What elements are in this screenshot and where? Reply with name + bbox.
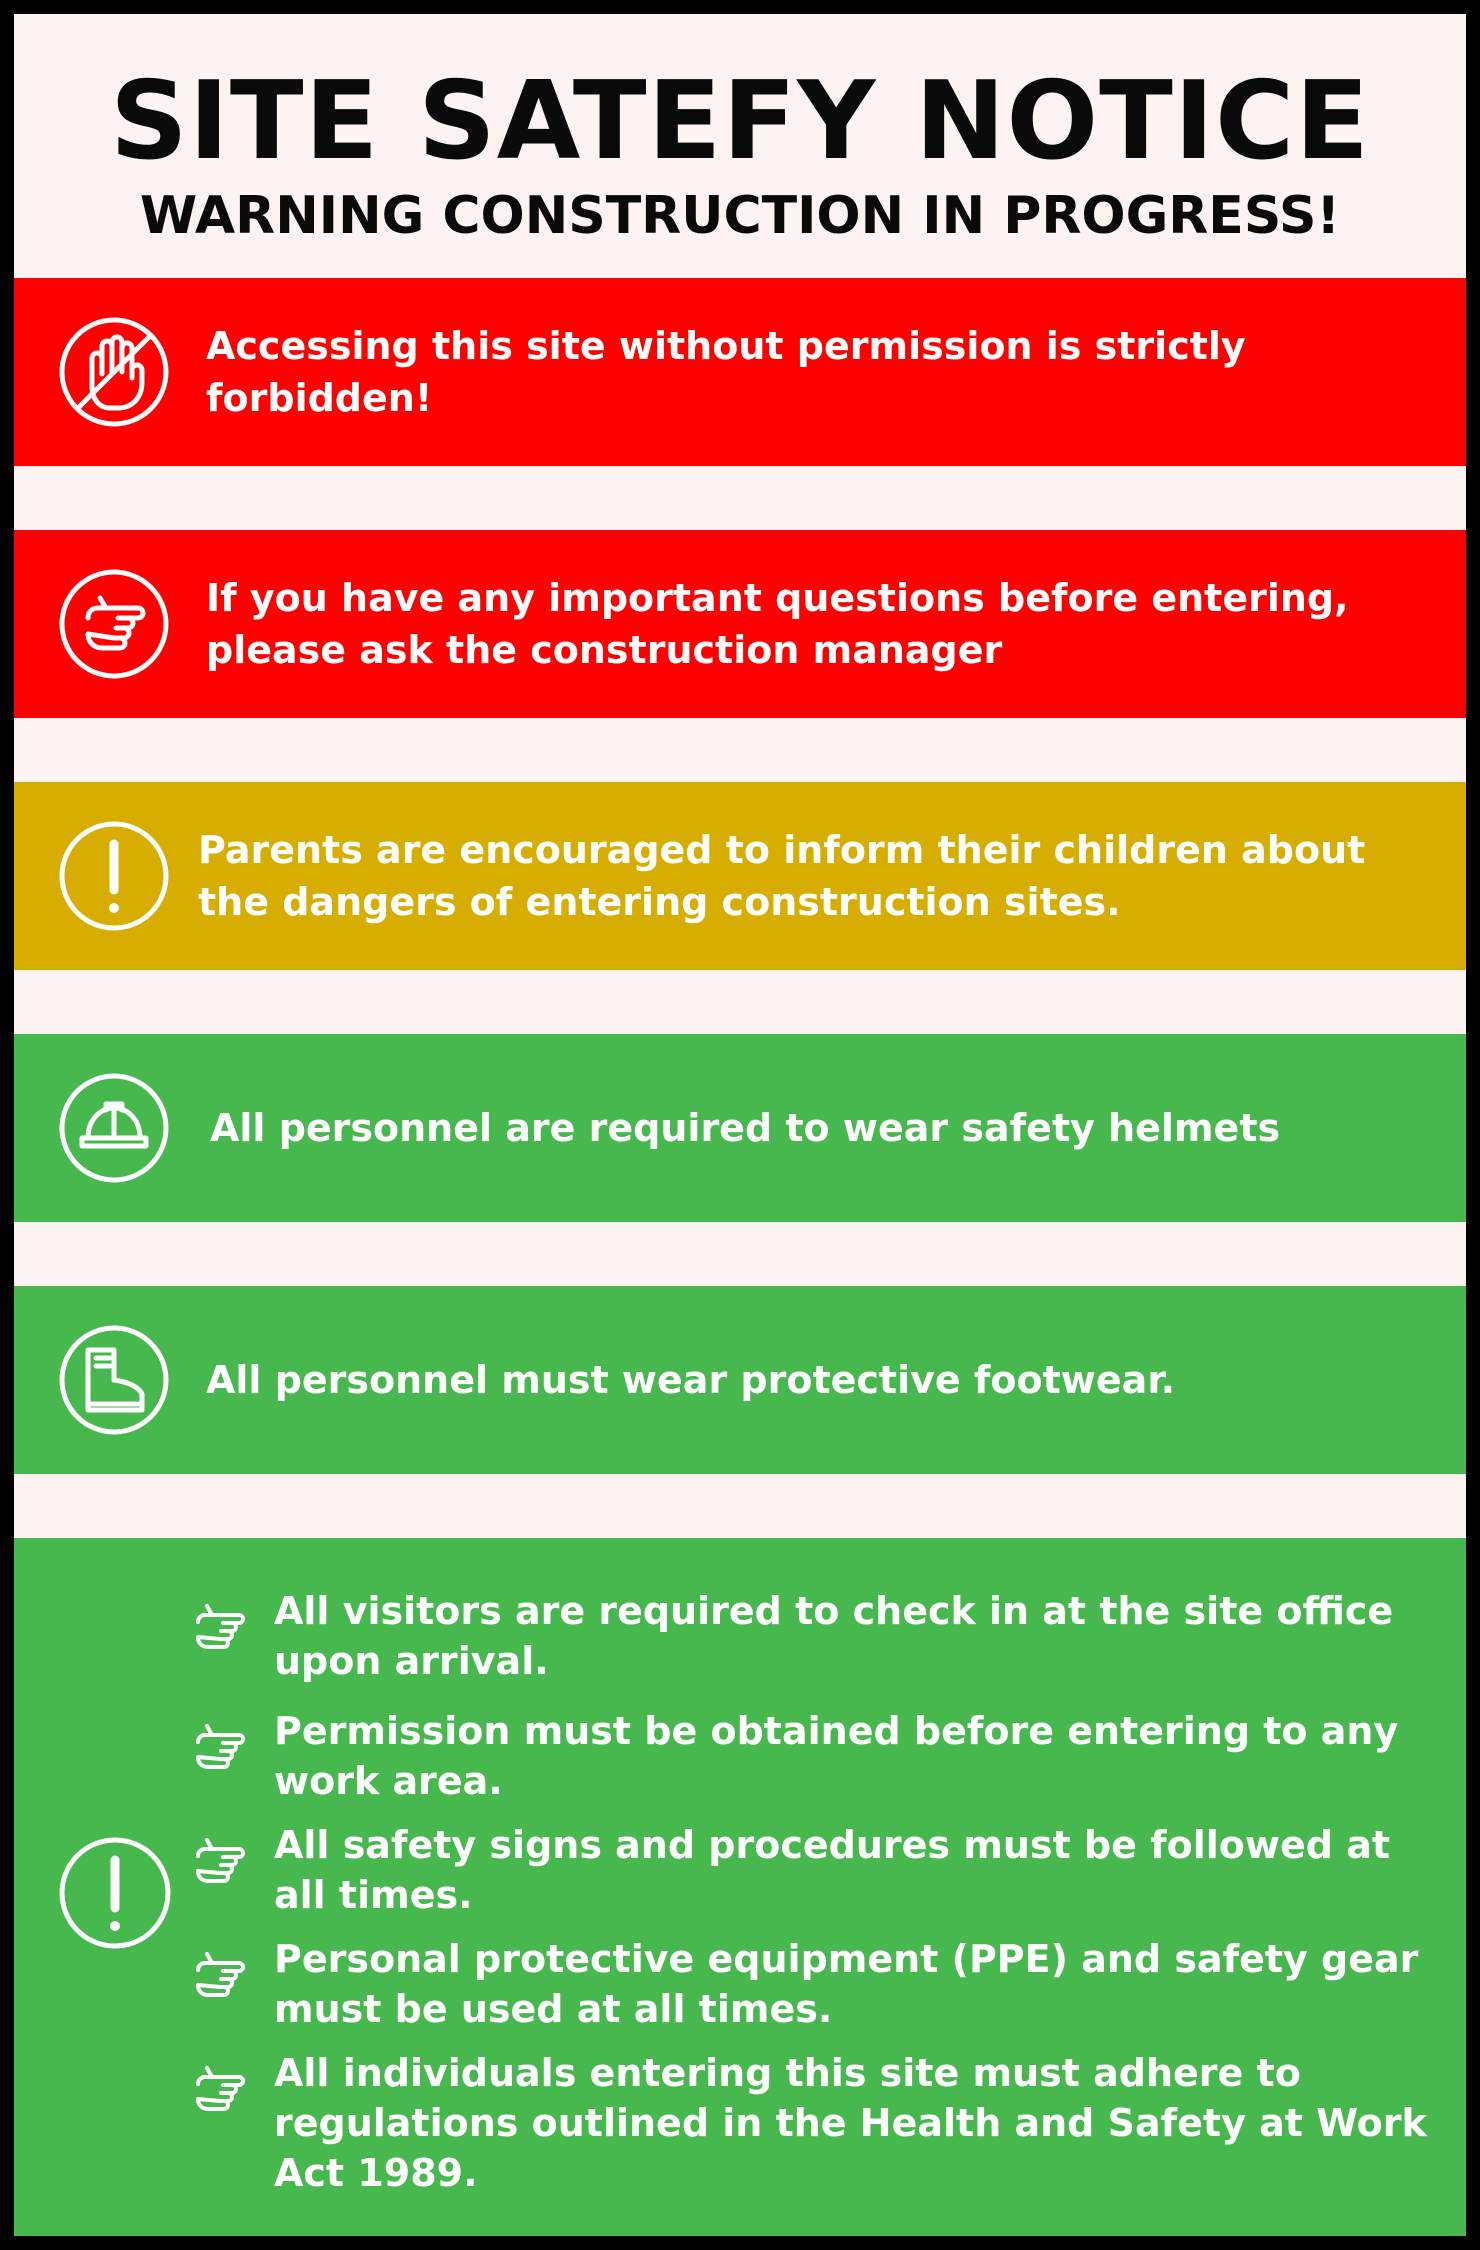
rule-text: All safety signs and procedures must be followed at all times. (274, 1823, 1391, 1917)
stop-hand-icon (58, 316, 170, 428)
pointing-hand-icon (190, 2056, 252, 2118)
poster-title: SITE SATEFY NOTICE (109, 59, 1371, 184)
notice-helmets (14, 1034, 1466, 1222)
poster-header (14, 14, 1466, 276)
notice-text: Accessing this site without permission is strictly forbidden! (206, 324, 1246, 420)
notice-no-entry (14, 278, 1466, 466)
exclamation-icon (58, 820, 170, 932)
pointing-hand-icon (190, 1942, 252, 2004)
pointing-hand-icon (190, 1594, 252, 1656)
rule-text: All visitors are required to check in at the site office upon arrival. (274, 1589, 1394, 1683)
rule-text: Permission must be obtained before entering to any work area. (274, 1709, 1399, 1803)
notice-questions (14, 530, 1466, 718)
notice-text: All personnel are required to wear safety helmets (210, 1106, 1281, 1150)
notice-footwear (14, 1286, 1466, 1474)
rule-text: All individuals entering this site must adhere to regulations outlined in the Health and Safety at Work Act 1989. (274, 2051, 1427, 2195)
helmet-icon (58, 1072, 170, 1184)
notice-parents (14, 782, 1466, 970)
pointing-hand-icon (190, 1714, 252, 1776)
exclamation-icon (58, 1836, 172, 1950)
pointing-hand-icon (190, 1828, 252, 1890)
pointing-hand-icon (58, 568, 170, 680)
boot-icon (58, 1324, 170, 1436)
safety-notice-poster (14, 14, 1466, 2236)
notice-text: Parents are encouraged to inform their children about the dangers of entering construction sites. (198, 828, 1366, 924)
notice-text: All personnel must wear protective footwear. (206, 1358, 1176, 1402)
site-rules-section (14, 1538, 1466, 2236)
poster-subtitle: WARNING CONSTRUCTION IN PROGRESS! (139, 186, 1341, 246)
rule-text: Personal protective equipment (PPE) and safety gear must be used at all times. (274, 1937, 1419, 2031)
notice-text: If you have any important questions before entering, please ask the construction manager (206, 576, 1349, 672)
